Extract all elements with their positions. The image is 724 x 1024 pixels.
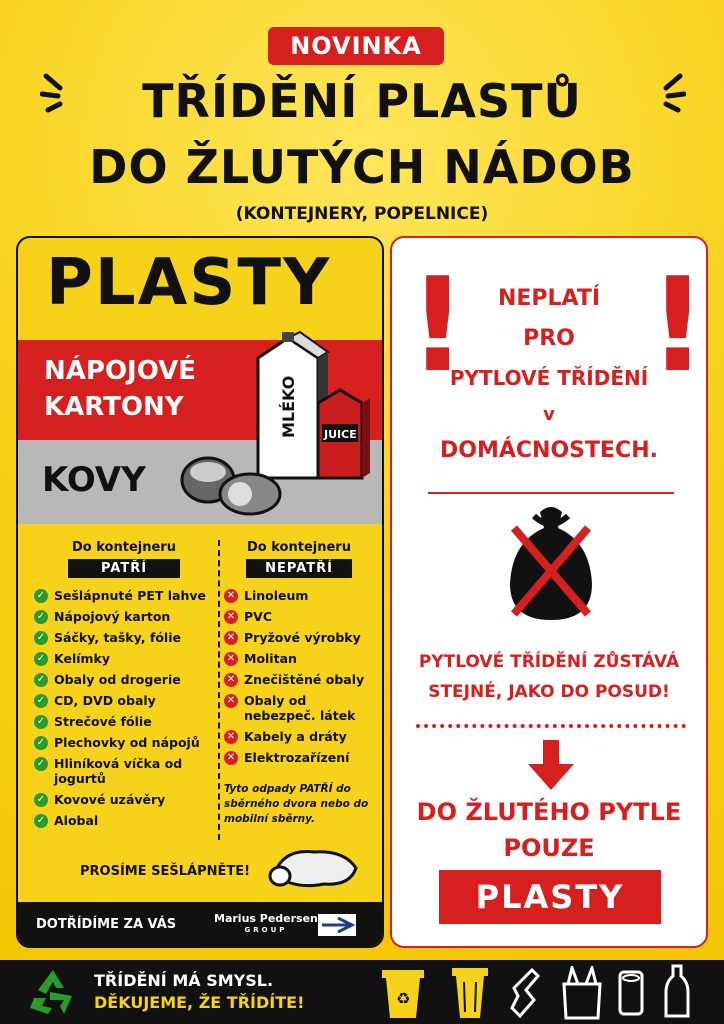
plasty-heading: PLASTY xyxy=(46,246,332,320)
collection-note: Tyto odpady PATŘÍ do sběrného dvora nebo do mobilní sběrny. xyxy=(224,783,369,825)
yellow-bin-icon xyxy=(450,966,490,1020)
crushed-bottle-icon xyxy=(506,966,546,1020)
panel-footer-bar xyxy=(18,902,382,948)
list-item: ✕ Linoleum xyxy=(224,588,374,603)
list-item: ✕ Elektrozařízení xyxy=(224,750,374,765)
title-line-1: TŘÍDĚNÍ PLASTŮ xyxy=(142,74,582,128)
recycle-icon xyxy=(28,968,78,1016)
cross-icon: ✕ xyxy=(224,673,238,687)
check-icon: ✓ xyxy=(34,715,48,729)
not-belongs-header: Do kontejneru xyxy=(247,540,351,555)
carton2-label: JUICE xyxy=(324,428,357,441)
list-item: ✕ Pryžové výrobky xyxy=(224,630,374,645)
band-red-line-1: NÁPOJOVÉ xyxy=(44,356,197,386)
list-item: ✓ Obaly od drogerie xyxy=(34,672,214,687)
warn-line-2: PRO xyxy=(523,326,575,351)
belongs-column xyxy=(34,540,214,834)
check-icon: ✓ xyxy=(34,793,48,807)
belongs-pill: PATŘÍ xyxy=(68,559,180,578)
svg-text:♻: ♻ xyxy=(396,989,411,1008)
check-icon: ✓ xyxy=(34,757,48,771)
cross-icon: ✕ xyxy=(224,694,238,708)
company-name: Marius Pedersen GROUP xyxy=(214,912,318,934)
list-item: ✕ Molitan xyxy=(224,651,374,666)
carton1-label: MLÉKO xyxy=(279,375,298,438)
band-red-line-2: KARTONY xyxy=(44,392,184,422)
can-icon xyxy=(616,968,646,1018)
list-item: ✓ Sešlápnuté PET lahve xyxy=(34,588,214,603)
yellow-bin-recycle-icon xyxy=(380,966,426,1020)
warn-line-1: NEPLATÍ xyxy=(497,286,601,311)
plasty-panel xyxy=(16,236,384,948)
exclamation-left-icon: ! xyxy=(408,249,468,401)
check-icon: ✓ xyxy=(34,652,48,666)
band-gray-label: KOVY xyxy=(42,460,146,500)
cross-icon: ✕ xyxy=(224,589,238,603)
list-item: ✓ Alobal xyxy=(34,813,214,828)
list-item: ✓ Nápojový karton xyxy=(34,609,214,624)
check-icon: ✓ xyxy=(34,610,48,624)
list-item: ✓ Kovové uzávěry xyxy=(34,792,214,807)
list-item: ✕ PVC xyxy=(224,609,374,624)
check-icon: ✓ xyxy=(34,631,48,645)
bottom-line-1: DO ŽLUTÉHO PYTLE xyxy=(416,798,682,826)
check-icon: ✓ xyxy=(34,694,48,708)
cross-icon: ✕ xyxy=(224,652,238,666)
check-icon: ✓ xyxy=(34,589,48,603)
mid-line-1: PYTLOVÉ TŘÍDĚNÍ ZŮSTÁVÁ xyxy=(418,652,680,672)
crossed-bag-icon xyxy=(500,502,602,626)
list-item: ✓ Sáčky, tašky, fólie xyxy=(34,630,214,645)
arrow-down-icon xyxy=(526,740,576,792)
belongs-header: Do kontejneru xyxy=(72,540,176,555)
list-item: ✓ Kelímky xyxy=(34,651,214,666)
column-divider xyxy=(218,540,220,840)
list-item: ✓ CD, DVD obaly xyxy=(34,693,214,708)
cross-icon: ✕ xyxy=(224,610,238,624)
dotted-divider xyxy=(416,724,686,728)
novinka-badge: NOVINKA xyxy=(268,27,444,65)
cross-icon: ✕ xyxy=(224,751,238,765)
cross-icon: ✕ xyxy=(224,730,238,744)
company-sub: GROUP xyxy=(244,926,288,934)
check-icon: ✓ xyxy=(34,736,48,750)
list-item: ✓ Strečové fólie xyxy=(34,714,214,729)
warn-line-5: DOMÁCNOSTECH. xyxy=(440,438,658,463)
exclamation-right-icon: ! xyxy=(648,249,708,401)
footer-line-2: DĚKUJEME, ŽE TŘÍDÍTE! xyxy=(94,993,305,1012)
crushed-cans-icon xyxy=(178,450,298,520)
belongs-list xyxy=(34,588,214,828)
plastic-bag-icon xyxy=(560,966,604,1020)
list-item: ✓ Hliníková víčka od jogurtů xyxy=(34,756,214,786)
bottom-line-2: POUZE xyxy=(503,834,595,862)
list-item: ✕ Znečištěné obaly xyxy=(224,672,374,687)
warn-line-4: v xyxy=(543,404,555,425)
bottle-icon xyxy=(664,964,690,1020)
plasty-label: PLASTY xyxy=(439,870,661,924)
check-icon: ✓ xyxy=(34,673,48,687)
divider-line xyxy=(428,492,674,494)
warn-line-3: PYTLOVÉ TŘÍDĚNÍ xyxy=(449,366,649,390)
company-logo-icon xyxy=(318,914,356,936)
not-belongs-pill: NEPATŘÍ xyxy=(246,559,352,578)
dotridime-label: DOTŘÍDÍME ZA VÁS xyxy=(36,917,177,932)
crushed-bottle-icon xyxy=(264,834,364,894)
check-icon: ✓ xyxy=(34,814,48,828)
crush-request: PROSÍME SEŠLÁPNĚTE! xyxy=(80,864,251,879)
juice-carton-icon xyxy=(318,390,370,478)
list-item: ✓ Plechovky od nápojů xyxy=(34,735,214,750)
subtitle: (KONTEJNERY, POPELNICE) xyxy=(235,204,489,224)
list-item: ✕ Obaly od nebezpeč. látek xyxy=(224,693,374,723)
footer-bar xyxy=(0,960,724,1024)
title-line-2: DO ŽLUTÝCH NÁDOB xyxy=(89,140,635,194)
warning-panel xyxy=(390,236,708,948)
not-belongs-column xyxy=(224,540,374,771)
cross-icon: ✕ xyxy=(224,631,238,645)
not-belongs-list xyxy=(224,588,374,765)
list-item: ✕ Kabely a dráty xyxy=(224,729,374,744)
mid-line-2: STEJNÉ, JAKO DO POSUD! xyxy=(428,682,670,702)
footer-line-1: TŘÍDĚNÍ MÁ SMYSL. xyxy=(94,971,274,990)
